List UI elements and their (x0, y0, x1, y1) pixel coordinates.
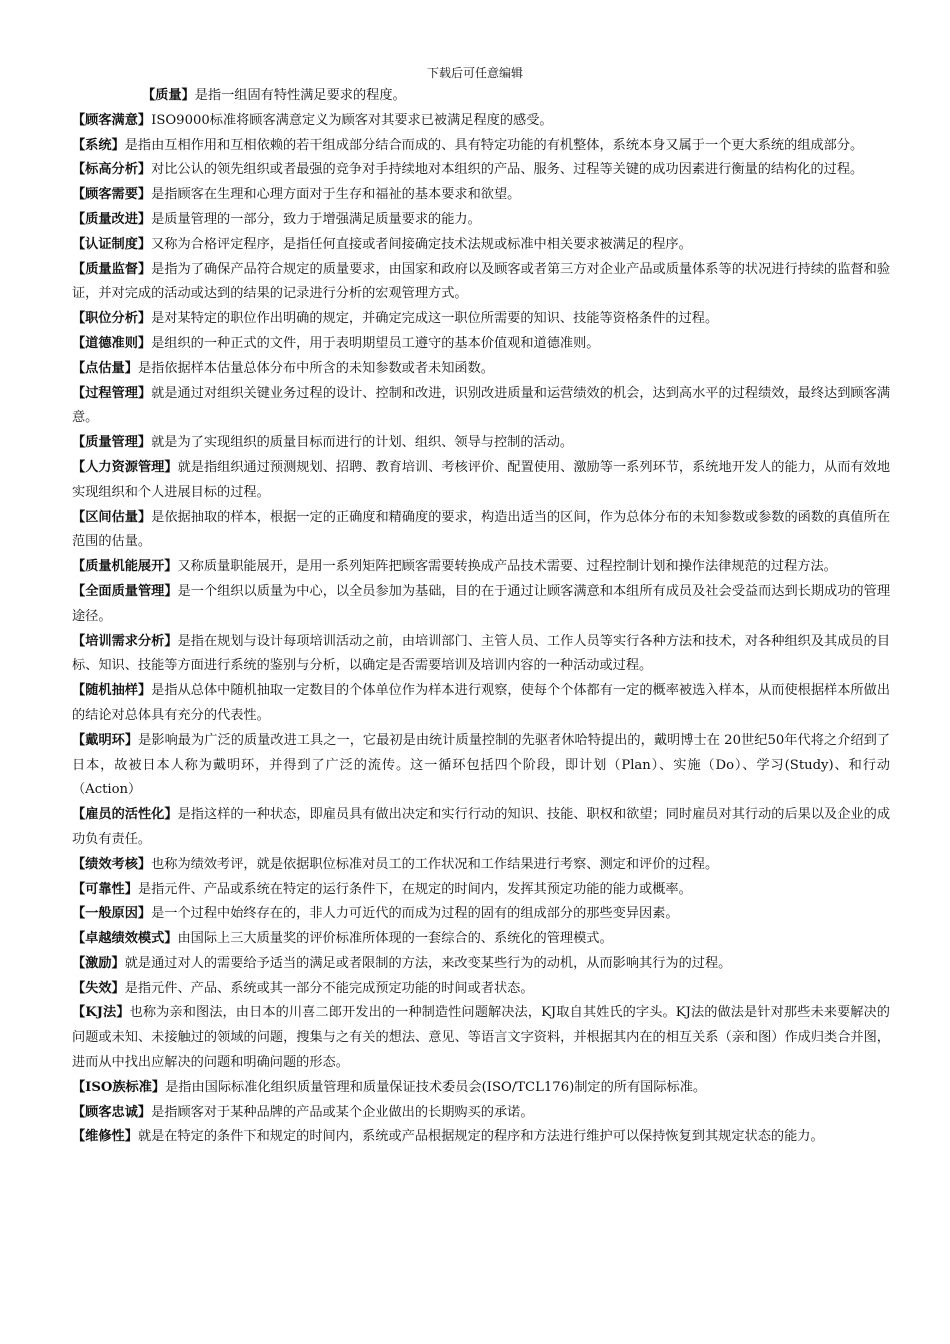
glossary-definition: ISO9000标准将顾客满意定义为顾客对其要求已被满足程度的感受。 (151, 112, 553, 128)
glossary-definition: 由国际上三大质量奖的评价标准所体现的一套综合的、系统化的管理模式。 (177, 931, 613, 947)
glossary-term: 【认证制度】 (72, 236, 152, 252)
glossary-list (72, 84, 890, 1150)
glossary-entry (72, 803, 890, 853)
glossary-term: 【绩效考核】 (72, 856, 152, 872)
glossary-definition: 是指一组固有特性满足要求的程度。 (194, 88, 406, 103)
glossary-definition: 对比公认的领先组织或者最强的竞争对手持续地对本组织的产品、服务、过程等关键的成功因素进行衡量的结构化的过程。 (151, 162, 864, 178)
glossary-term: 【过程管理】 (72, 385, 152, 401)
glossary-definition: 也称为绩效考评，就是依据职位标准对员工的工作状况和工作结果进行考察、测定和评价的过程。 (151, 856, 719, 872)
glossary-definition: 是指从总体中随机抽取一定数目的个体单位作为样本进行观察，使每个个体都有一定的概率被选入样本，从而使根据样本所做出的结论对总体具有充分的代表性。 (72, 683, 891, 723)
glossary-entry (72, 506, 890, 556)
glossary-term: 【道德准则】 (72, 335, 152, 351)
glossary-entry (72, 927, 890, 952)
glossary-entry (72, 729, 890, 803)
glossary-definition: 就是指组织通过预测规划、招聘、教育培训、考核评价、配置使用、激励等一系列环节，系统地开发人的能力，从而有效地实现组织和个人进展目标的过程。 (72, 459, 891, 500)
glossary-term: 【失效】 (72, 980, 125, 996)
glossary-entry (72, 580, 890, 630)
glossary-definition: 是指在规划与设计每项培训活动之前，由培训部门、主管人员、工作人员等实行各种方法和技术，对各种组织及其成员的目标、知识、技能等方面进行系统的鉴别与分析，以确定是否需要培训及培训内容的一种活动或过程。 (72, 633, 891, 674)
glossary-definition: 是指元件、产品或系统在特定的运行条件下，在规定的时间内，发挥其预定功能的能力或概率。 (137, 881, 692, 897)
page-header: 下载后可任意编辑 (426, 66, 523, 80)
glossary-definition: 是指为了确保产品符合规定的质量要求，由国家和政府以及顾客或者第三方对企业产品或质量体系等的状况进行持续的监督和验证，并对完成的活动或达到的结果的记录进行分析的宏观管理方式。 (72, 261, 891, 302)
glossary-term: 【卓越绩效模式】 (72, 931, 178, 947)
glossary-definition: 是依据抽取的样本，根据一定的正确度和精确度的要求，构造出适当的区间，作为总体分布的未知参数或参数的函数的真值所在范围的估量。 (72, 509, 891, 550)
glossary-definition: 又称为合格评定程序，是指任何直接或者间接确定技术法规或标准中相关要求被满足的程序。 (151, 236, 692, 252)
glossary-term: 【激励】 (72, 955, 125, 971)
glossary-entry (72, 630, 890, 680)
glossary-entry (72, 1076, 890, 1101)
glossary-definition: 就是通过对组织关键业务过程的设计、控制和改进，识别改进质量和运营绩效的机会，达到高水平的过程绩效，最终达到顾客满意。 (72, 385, 891, 426)
glossary-entry (72, 902, 890, 927)
glossary-definition: 是一个组织以质量为中心，以全员参加为基础，目的在于通过让顾客满意和本组所有成员及社会受益而达到长期成功的管理途径。 (72, 583, 891, 624)
glossary-entry (72, 84, 890, 109)
glossary-term: 【质量机能展开】 (72, 559, 178, 575)
glossary-term: 【随机抽样】 (72, 683, 152, 699)
glossary-term: 【质量管理】 (72, 435, 152, 451)
glossary-term: 【质量监督】 (72, 261, 152, 277)
glossary-definition: 是指顾客在生理和心理方面对于生存和福祉的基本要求和欲望。 (151, 187, 521, 203)
glossary-entry (72, 208, 890, 233)
glossary-term: 【人力资源管理】 (72, 459, 178, 475)
glossary-term: 【戴明环】 (72, 732, 139, 748)
glossary-term: 【区间估量】 (72, 509, 152, 525)
glossary-term: 【可靠性】 (72, 881, 138, 897)
glossary-definition: 是一个过程中始终存在的，非人力可近代的而成为过程的固有的组成部分的那些变异因素。 (151, 906, 679, 922)
glossary-entry (72, 307, 890, 332)
glossary-entry (72, 258, 890, 308)
glossary-entry (72, 109, 890, 134)
glossary-definition: 是对某特定的职位作出明确的规定，并确定完成这一职位所需要的知识、技能等资格条件的过程。 (151, 311, 719, 327)
glossary-definition: 是指依据样本估量总体分布中所含的未知参数或者未知函数。 (137, 360, 494, 376)
glossary-entry (72, 679, 890, 729)
glossary-entry (72, 382, 890, 432)
glossary-entry (72, 1125, 890, 1150)
glossary-entry (72, 357, 890, 382)
glossary-term: 【标高分析】 (72, 162, 152, 178)
glossary-term: 【质量】 (142, 88, 195, 103)
glossary-term: 【KJ法】 (72, 1005, 130, 1021)
glossary-definition: 是指由互相作用和互相依赖的若干组成部分结合而成的、具有特定功能的有机整体，系统本身又属于一个更大系统的组成部分。 (124, 137, 864, 153)
glossary-definition: 也称为亲和图法，由日本的川喜二郎开发出的一种制造性问题解决法，KJ取自其姓氏的字头。KJ法的做法是针对那些未来要解决的问题或未知、未接触过的领域的问题，搜集与之有关的想法、意见、等语言文字资料，并根据其内在的相互关系（亲和图）作成归类合并图，进而从中找出应解决的问题和明确问题的形态。 (72, 1005, 890, 1071)
glossary-definition: 就是通过对人的需要给予适当的满足或者限制的方法，来改变某些行为的动机，从而影响其行为的过程。 (124, 955, 732, 971)
glossary-entry (72, 456, 890, 506)
glossary-term: 【职位分析】 (72, 311, 152, 327)
glossary-definition: 是质量管理的一部分，致力于增强满足质量要求的能力。 (151, 211, 481, 227)
glossary-term: 【一般原因】 (72, 906, 152, 922)
glossary-definition: 是影响最为广泛的质量改进工具之一，它最初是由统计质量控制的先驱者休哈特提出的，戴明博士在 20世纪50年代将之介绍到了日本，故被日本人称为戴明环，并得到了广泛的流传。这一循环包括四个阶段，即计划（Plan）、实施（Do）、学习(Study)、和行动（Action） (72, 732, 891, 798)
glossary-term: 【ISO族标准】 (72, 1079, 166, 1095)
glossary-entry (72, 878, 890, 903)
glossary-term: 【顾客需要】 (72, 187, 152, 203)
glossary-term: 【维修性】 (72, 1129, 138, 1145)
glossary-term: 【雇员的活性化】 (72, 807, 178, 823)
glossary-definition: 是指元件、产品、系统或其一部分不能完成预定功能的时间或者状态。 (124, 980, 534, 996)
glossary-entry (72, 1101, 890, 1126)
glossary-entry (72, 233, 890, 258)
glossary-term: 【培训需求分析】 (72, 633, 178, 649)
glossary-term: 【点估量】 (72, 360, 138, 376)
glossary-entry (72, 977, 890, 1002)
glossary-definition: 又称质量职能展开，是用一系列矩阵把顾客需要转换成产品技术需要、过程控制计划和操作法律规范的过程方法。 (177, 559, 837, 575)
glossary-entry (72, 431, 890, 456)
glossary-entry (72, 1001, 890, 1075)
glossary-definition: 就是为了实现组织的质量目标而进行的计划、组织、领导与控制的活动。 (151, 435, 574, 451)
glossary-definition: 是指这样的一种状态，即雇员具有做出决定和实行行动的知识、技能、职权和欲望；同时雇员对其行动的后果以及企业的成功负有责任。 (72, 807, 891, 847)
glossary-term: 【顾客忠诚】 (72, 1104, 152, 1120)
glossary-definition: 是组织的一种正式的文件，用于表明期望员工遵守的基本价值观和道德准则。 (151, 335, 600, 351)
glossary-term: 【系统】 (72, 137, 125, 153)
glossary-term: 【顾客满意】 (72, 112, 152, 128)
glossary-entry (72, 332, 890, 357)
glossary-entry (72, 158, 890, 183)
glossary-definition: 就是在特定的条件下和规定的时间内，系统或产品根据规定的程序和方法进行维护可以保持恢复到其规定状态的能力。 (137, 1129, 824, 1145)
glossary-definition: 是指顾客对于某种品牌的产品或某个企业做出的长期购买的承诺。 (151, 1104, 534, 1120)
glossary-entry (72, 853, 890, 878)
glossary-entry (72, 952, 890, 977)
glossary-entry (72, 183, 890, 208)
glossary-term: 【质量改进】 (72, 211, 152, 227)
glossary-entry (72, 134, 890, 159)
glossary-definition: 是指由国际标准化组织质量管理和质量保证技术委员会(ISO/TCL176)制定的所有国际标准。 (165, 1079, 707, 1095)
glossary-term: 【全面质量管理】 (72, 583, 178, 599)
glossary-entry (72, 555, 890, 580)
